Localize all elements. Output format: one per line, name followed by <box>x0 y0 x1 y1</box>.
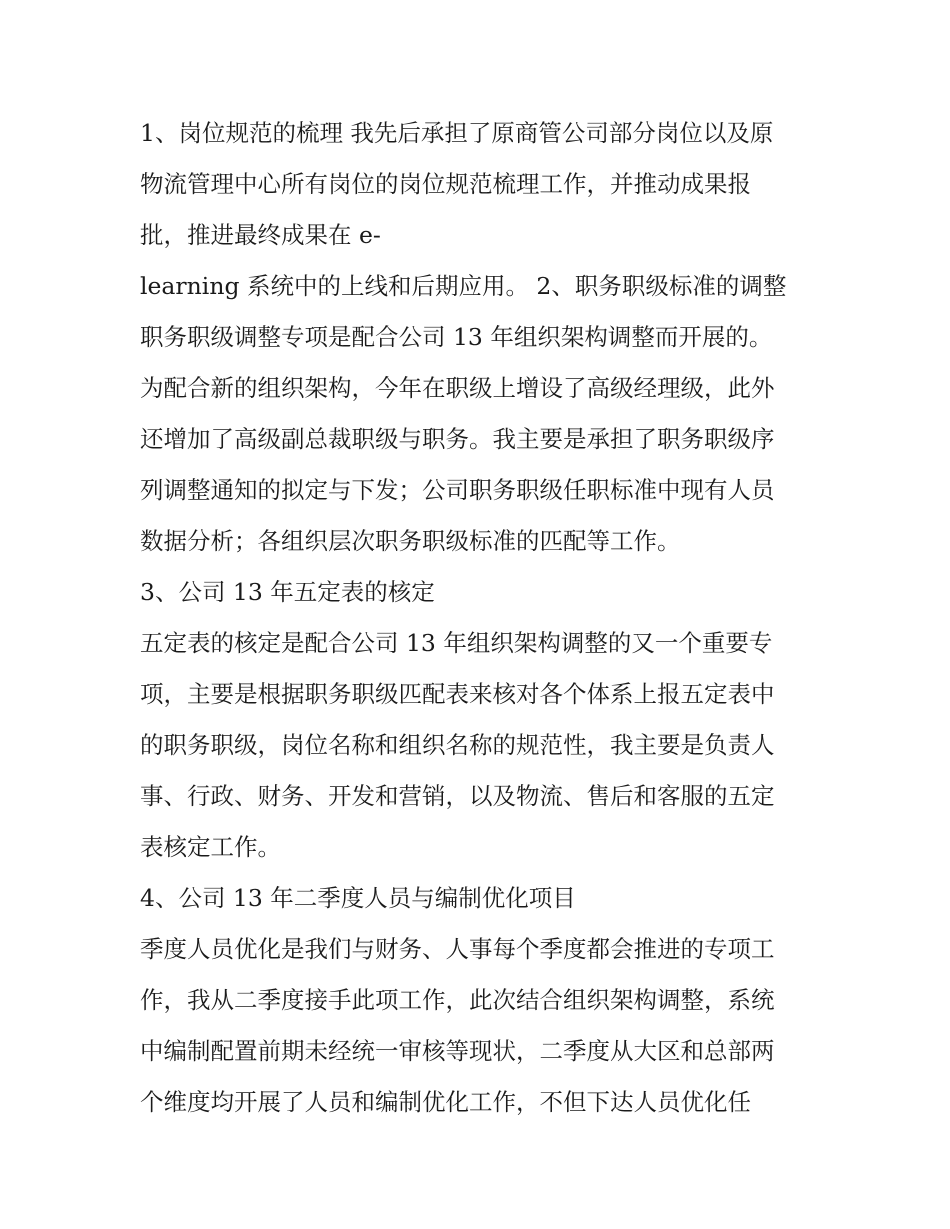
text-line: 物流管理中心所有岗位的岗位规范梳理工作，并推动成果报 <box>140 170 751 198</box>
text-line: 作，我从二季度接手此项工作，此次结合组织架构调整，系统 <box>140 986 775 1014</box>
text-line: 列调整通知的拟定与下发；公司职务职级任职标准中现有人员 <box>140 476 775 504</box>
text-line: 职务职级调整专项是配合公司 13 年组织架构调整而开展的。 <box>140 323 773 351</box>
text-line: 五定表的核定是配合公司 13 年组织架构调整的又一个重要专 <box>140 629 773 657</box>
text-line: 为配合新的组织架构，今年在职级上增设了高级经理级，此外 <box>140 374 775 402</box>
text-line: learning 系统中的上线和后期应用。 2、职务职级标准的调整 <box>140 272 787 300</box>
text-line: 项，主要是根据职务职级匹配表来核对各个体系上报五定表中 <box>140 680 775 708</box>
text-line: 4、公司 13 年二季度人员与编制优化项目 <box>140 884 576 912</box>
text-line: 个维度均开展了人员和编制优化工作，不但下达人员优化任 <box>140 1088 751 1116</box>
text-line: 1、岗位规范的梳理 我先后承担了原商管公司部分岗位以及原 <box>140 119 774 147</box>
text-line: 的职务职级，岗位名称和组织名称的规范性，我主要是负责人 <box>140 731 775 759</box>
text-line: 数据分析；各组织层次职务职级标准的匹配等工作。 <box>140 527 681 555</box>
text-line: 事、行政、财务、开发和营销，以及物流、售后和客服的五定 <box>140 782 775 810</box>
text-line: 中编制配置前期未经统一审核等现状，二季度从大区和总部两 <box>140 1037 775 1065</box>
text-line: 还增加了高级副总裁职级与职务。我主要是承担了职务职级序 <box>140 425 775 453</box>
text-line: 表核定工作。 <box>140 833 281 861</box>
body-text <box>140 108 820 1128</box>
text-line: 季度人员优化是我们与财务、人事每个季度都会推进的专项工 <box>140 935 775 963</box>
text-line: 3、公司 13 年五定表的核定 <box>140 578 435 606</box>
text-line: 批，推进最终成果在 e- <box>140 221 381 249</box>
